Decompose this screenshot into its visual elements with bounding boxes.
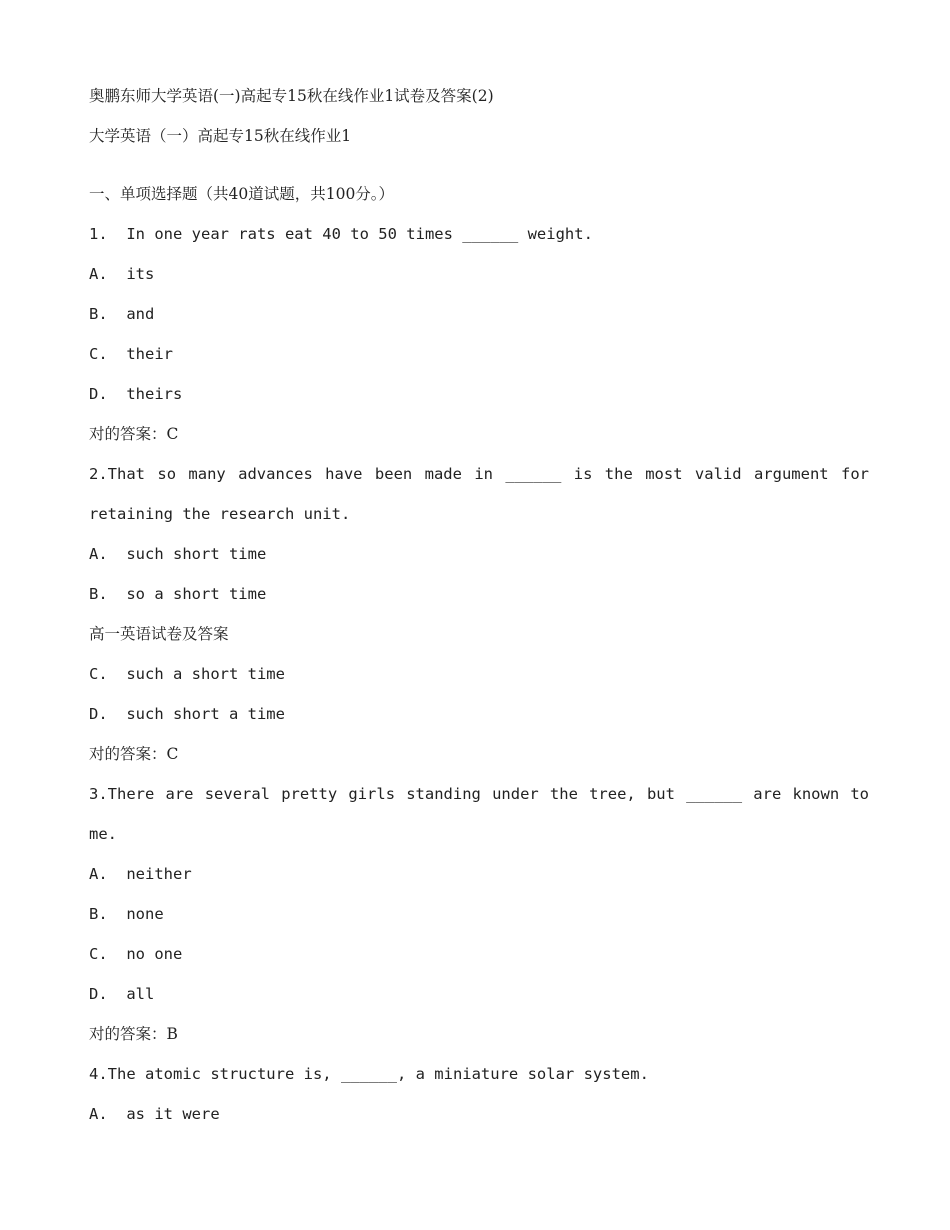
question-2-answer: 对的答案：C: [89, 745, 179, 763]
question-1-option-c: C. their: [89, 345, 173, 363]
doc-title: 奥鹏东师大学英语(一)高起专15秋在线作业1试卷及答案(2): [89, 87, 494, 105]
question-3-option-b: B. none: [89, 905, 164, 923]
question-2-stem: 2.That so many advances have been made in ______ is the most valid argument for retaining the research unit.: [89, 465, 869, 523]
document-page: [89, 76, 869, 1134]
question-1-option-d: D. theirs: [89, 385, 183, 403]
inserted-note: 高一英语试卷及答案: [89, 625, 229, 643]
question-1-stem: 1. In one year rats eat 40 to 50 times ______ weight.: [89, 225, 593, 243]
question-1-option-a: A. its: [89, 265, 155, 283]
question-3-answer: 对的答案：B: [89, 1025, 178, 1043]
section-heading: 一、单项选择题（共40道试题，共100分。）: [89, 185, 395, 203]
question-1-option-b: B. and: [89, 305, 155, 323]
question-2-option-d: D. such short a time: [89, 705, 285, 723]
question-4-option-a: A. as it were: [89, 1105, 220, 1123]
doc-subtitle: 大学英语（一）高起专15秋在线作业1: [89, 127, 352, 145]
question-2-option-b: B. so a short time: [89, 585, 267, 603]
question-3-stem: 3.There are several pretty girls standing under the tree, but ______ are known to me.: [89, 785, 869, 843]
question-2-option-a: A. such short time: [89, 545, 267, 563]
question-1-answer: 对的答案：C: [89, 425, 179, 443]
spacer: [89, 156, 869, 174]
question-2-option-c: C. such a short time: [89, 665, 285, 683]
question-4-stem: 4.The atomic structure is, ______, a miniature solar system.: [89, 1065, 649, 1083]
question-3-option-c: C. no one: [89, 945, 183, 963]
question-3-option-a: A. neither: [89, 865, 192, 883]
question-3-option-d: D. all: [89, 985, 155, 1003]
